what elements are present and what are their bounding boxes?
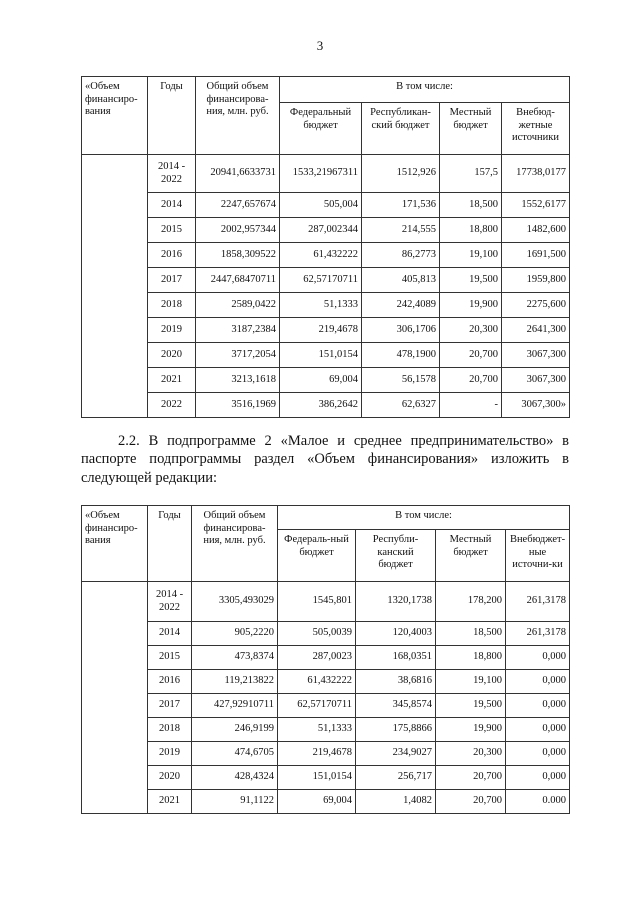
cell-federal: 61,432222 (278, 670, 356, 694)
cell-total: 119,213822 (192, 670, 278, 694)
cell-republic: 62,6327 (362, 393, 440, 418)
cell-extra: 0,000 (506, 718, 570, 742)
table-row (82, 670, 570, 694)
table-row (82, 218, 570, 243)
cell-extra: 0,000 (506, 742, 570, 766)
cell-year: 2020 (148, 766, 192, 790)
cell-federal: 1545,801 (278, 582, 356, 622)
cell-local: 157,5 (440, 155, 502, 193)
cell-year: 2021 (148, 368, 196, 393)
cell-republic: 1512,926 (362, 155, 440, 193)
cell-republic: 120,4003 (356, 622, 436, 646)
cell-total: 246,9199 (192, 718, 278, 742)
table-row (82, 268, 570, 293)
header-extra: Внебюд-жетные источники (502, 103, 570, 155)
cell-federal: 219,4678 (280, 318, 362, 343)
cell-federal: 151,0154 (278, 766, 356, 790)
cell-extra: 17738,0177 (502, 155, 570, 193)
cell-total: 2247,657674 (196, 193, 280, 218)
cell-federal: 69,004 (280, 368, 362, 393)
header-including: В том числе: (278, 506, 570, 530)
header-years: Годы (148, 506, 192, 582)
label-cell (82, 694, 148, 718)
financing-table-2 (81, 505, 570, 814)
cell-total: 3187,2384 (196, 318, 280, 343)
table-row (82, 243, 570, 268)
page-number: 3 (316, 38, 324, 53)
cell-republic: 175,8866 (356, 718, 436, 742)
cell-year: 2018 (148, 718, 192, 742)
table-row (82, 318, 570, 343)
cell-local: - (440, 393, 502, 418)
cell-total: 905,2220 (192, 622, 278, 646)
cell-extra: 1691,500 (502, 243, 570, 268)
header-extra: Внебюджет-ные источни-ки (506, 530, 570, 582)
cell-year: 2016 (148, 670, 192, 694)
header-local: Местный бюджет (436, 530, 506, 582)
table-row (82, 193, 570, 218)
label-cell (82, 193, 148, 218)
header-total: Общий объем финансирова-ния, млн. руб. (192, 506, 278, 582)
cell-republic: 171,536 (362, 193, 440, 218)
label-cell (82, 318, 148, 343)
cell-extra: 2641,300 (502, 318, 570, 343)
cell-federal: 219,4678 (278, 742, 356, 766)
cell-republic: 1320,1738 (356, 582, 436, 622)
cell-total: 427,92910711 (192, 694, 278, 718)
label-cell (82, 646, 148, 670)
header-label: «Объем финансиро-вания (82, 77, 148, 155)
label-cell (82, 742, 148, 766)
table-row (82, 155, 570, 193)
cell-extra: 1959,800 (502, 268, 570, 293)
cell-total: 3516,1969 (196, 393, 280, 418)
cell-federal: 51,1333 (278, 718, 356, 742)
table-row (82, 582, 570, 622)
cell-republic: 214,555 (362, 218, 440, 243)
cell-extra: 0,000 (506, 646, 570, 670)
header-label: «Объем финансиро-вания (82, 506, 148, 582)
header-total: Общий объем финансирова-ния, млн. руб. (196, 77, 280, 155)
cell-republic: 86,2773 (362, 243, 440, 268)
cell-extra: 0,000 (506, 766, 570, 790)
cell-local: 20,700 (436, 766, 506, 790)
cell-local: 19,100 (440, 243, 502, 268)
cell-extra: 0,000 (506, 670, 570, 694)
cell-republic: 168,0351 (356, 646, 436, 670)
cell-extra: 3067,300» (502, 393, 570, 418)
cell-year: 2014 - 2022 (148, 155, 196, 193)
cell-federal: 51,1333 (280, 293, 362, 318)
cell-local: 19,900 (440, 293, 502, 318)
cell-republic: 1,4082 (356, 790, 436, 814)
cell-year: 2017 (148, 268, 196, 293)
cell-year: 2021 (148, 790, 192, 814)
cell-total: 91,1122 (192, 790, 278, 814)
header-local: Местный бюджет (440, 103, 502, 155)
cell-extra: 2275,600 (502, 293, 570, 318)
cell-federal: 1533,21967311 (280, 155, 362, 193)
cell-federal: 61,432222 (280, 243, 362, 268)
cell-republic: 306,1706 (362, 318, 440, 343)
label-cell (82, 766, 148, 790)
cell-federal: 287,002344 (280, 218, 362, 243)
label-cell (82, 718, 148, 742)
cell-federal: 505,0039 (278, 622, 356, 646)
cell-extra: 261,3178 (506, 582, 570, 622)
cell-year: 2014 - 2022 (148, 582, 192, 622)
table-row (82, 368, 570, 393)
label-cell (82, 293, 148, 318)
cell-year: 2019 (148, 742, 192, 766)
cell-local: 19,500 (440, 268, 502, 293)
label-cell (82, 243, 148, 268)
cell-total: 3717,2054 (196, 343, 280, 368)
cell-federal: 62,57170711 (280, 268, 362, 293)
table-row (82, 718, 570, 742)
cell-republic: 56,1578 (362, 368, 440, 393)
cell-extra: 1482,600 (502, 218, 570, 243)
cell-year: 2020 (148, 343, 196, 368)
table-row (82, 622, 570, 646)
cell-extra: 3067,300 (502, 368, 570, 393)
cell-republic: 478,1900 (362, 343, 440, 368)
cell-local: 19,900 (436, 718, 506, 742)
table-row (82, 393, 570, 418)
header-including: В том числе: (280, 77, 570, 103)
table-row (82, 790, 570, 814)
table-row (82, 646, 570, 670)
label-cell (82, 218, 148, 243)
cell-republic: 38,6816 (356, 670, 436, 694)
cell-total: 2002,957344 (196, 218, 280, 243)
table-row (82, 694, 570, 718)
instruction-paragraph: 2.2. В подпрограмме 2 «Малое и среднее предпринимательство» в паспорте подпрограммы раздел «Объем финансирования» изложить в следующей редакции: (81, 433, 569, 486)
cell-year: 2015 (148, 218, 196, 243)
table-row (82, 766, 570, 790)
cell-federal: 287,0023 (278, 646, 356, 670)
cell-local: 20,300 (440, 318, 502, 343)
cell-total: 1858,309522 (196, 243, 280, 268)
cell-local: 20,700 (440, 368, 502, 393)
table-row (82, 293, 570, 318)
cell-year: 2014 (148, 193, 196, 218)
financing-table-1 (81, 76, 570, 418)
cell-year: 2018 (148, 293, 196, 318)
label-cell (82, 155, 148, 193)
header-republic: Республи-канский бюджет (356, 530, 436, 582)
cell-local: 20,700 (440, 343, 502, 368)
cell-year: 2019 (148, 318, 196, 343)
cell-local: 20,700 (436, 790, 506, 814)
cell-republic: 242,4089 (362, 293, 440, 318)
cell-local: 18,800 (436, 646, 506, 670)
label-cell (82, 670, 148, 694)
header-federal: Федераль-ный бюджет (278, 530, 356, 582)
cell-extra: 261,3178 (506, 622, 570, 646)
label-cell (82, 268, 148, 293)
cell-local: 178,200 (436, 582, 506, 622)
cell-year: 2014 (148, 622, 192, 646)
header-federal: Федеральный бюджет (280, 103, 362, 155)
cell-total: 2447,68470711 (196, 268, 280, 293)
cell-total: 428,4324 (192, 766, 278, 790)
cell-local: 18,500 (440, 193, 502, 218)
cell-extra: 0,000 (506, 694, 570, 718)
cell-republic: 405,813 (362, 268, 440, 293)
cell-federal: 505,004 (280, 193, 362, 218)
cell-year: 2017 (148, 694, 192, 718)
label-cell (82, 582, 148, 622)
cell-local: 20,300 (436, 742, 506, 766)
header-republic: Республикан-ский бюджет (362, 103, 440, 155)
cell-local: 19,500 (436, 694, 506, 718)
cell-extra: 3067,300 (502, 343, 570, 368)
cell-year: 2015 (148, 646, 192, 670)
cell-federal: 151,0154 (280, 343, 362, 368)
cell-republic: 234,9027 (356, 742, 436, 766)
label-cell (82, 393, 148, 418)
cell-federal: 69,004 (278, 790, 356, 814)
cell-local: 18,800 (440, 218, 502, 243)
header-years: Годы (148, 77, 196, 155)
cell-year: 2016 (148, 243, 196, 268)
cell-republic: 345,8574 (356, 694, 436, 718)
cell-total: 3213,1618 (196, 368, 280, 393)
cell-total: 474,6705 (192, 742, 278, 766)
cell-total: 473,8374 (192, 646, 278, 670)
cell-total: 2589,0422 (196, 293, 280, 318)
cell-local: 19,100 (436, 670, 506, 694)
cell-local: 18,500 (436, 622, 506, 646)
cell-year: 2022 (148, 393, 196, 418)
table-row (82, 343, 570, 368)
label-cell (82, 368, 148, 393)
table-row (82, 742, 570, 766)
cell-total: 3305,493029 (192, 582, 278, 622)
cell-federal: 62,57170711 (278, 694, 356, 718)
cell-extra: 0.000 (506, 790, 570, 814)
cell-total: 20941,6633731 (196, 155, 280, 193)
cell-extra: 1552,6177 (502, 193, 570, 218)
cell-federal: 386,2642 (280, 393, 362, 418)
label-cell (82, 343, 148, 368)
label-cell (82, 790, 148, 814)
label-cell (82, 622, 148, 646)
cell-republic: 256,717 (356, 766, 436, 790)
